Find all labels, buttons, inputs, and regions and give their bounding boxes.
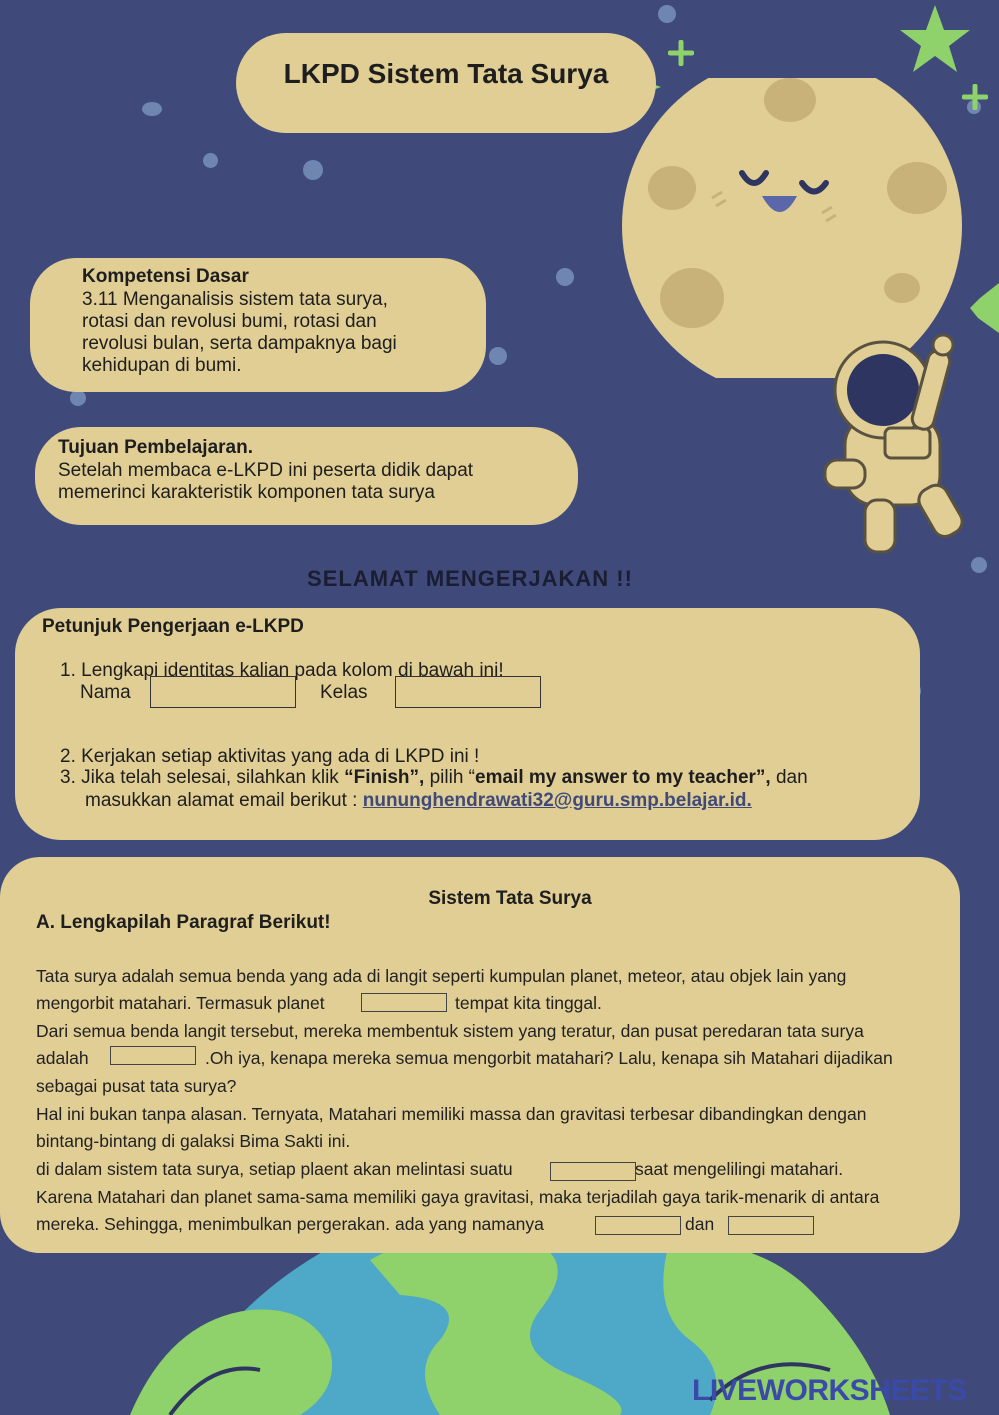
page-title: LKPD Sistem Tata Surya xyxy=(283,58,609,89)
step-2: 2. Kerjakan setiap aktivitas yang ada di LKPD ini ! xyxy=(60,746,480,767)
blank-planet-input[interactable] xyxy=(361,993,447,1012)
paragraph-line: di dalam sistem tata surya, setiap plaent akan melintasi suatu xyxy=(36,1159,513,1179)
blank-pusat-input[interactable] xyxy=(110,1046,196,1065)
nama-label: Nama xyxy=(80,682,131,703)
paragraph-line: dan xyxy=(685,1214,715,1234)
kompetensi-line: kehidupan di bumi. xyxy=(82,355,242,376)
blank-orbit-input[interactable] xyxy=(550,1162,636,1181)
kompetensi-line: revolusi bulan, serta dampaknya bagi xyxy=(82,333,397,354)
kompetensi-heading: Kompetensi Dasar xyxy=(82,266,249,287)
paragraph-line: tempat kita tinggal. xyxy=(455,993,602,1013)
finish-label: “Finish”, xyxy=(344,767,425,788)
kelas-input[interactable] xyxy=(395,676,541,708)
step-1: 1. Lengkapi identitas kalian pada kolom di bawah ini! xyxy=(60,660,504,681)
paragraph-line: mereka. Sehingga, menimbulkan pergerakan. ada yang namanya xyxy=(36,1214,544,1234)
paragraph-line: mengorbit matahari. Termasuk planet xyxy=(36,993,325,1013)
tujuan-body xyxy=(58,460,568,504)
section-title: Sistem Tata Surya xyxy=(428,888,592,909)
step-3-line2 xyxy=(85,790,752,812)
paragraph-line: bintang-bintang di galaksi Bima Sakti ini. xyxy=(36,1131,351,1151)
paragraph-line: saat mengelilingi matahari. xyxy=(635,1159,844,1179)
paragraph-line: adalah xyxy=(36,1048,89,1068)
blank-gerak-2-input[interactable] xyxy=(728,1216,814,1235)
paragraph-line: Dari semua benda langit tersebut, mereka membentuk sistem yang teratur, dan pusat peredaran tata surya xyxy=(36,1021,864,1041)
paragraph-line: Tata surya adalah semua benda yang ada di langit seperti kumpulan planet, meteor, atau objek lain yang xyxy=(36,966,847,986)
petunjuk-heading: Petunjuk Pengerjaan e-LKPD xyxy=(42,616,304,637)
paragraph-line: Hal ini bukan tanpa alasan. Ternyata, Matahari memiliki massa dan gravitasi terbesar dibandingkan dengan xyxy=(36,1104,867,1124)
step-3 xyxy=(60,767,808,789)
kompetensi-line: 3.11 Menganalisis sistem tata surya, xyxy=(82,289,388,310)
paragraph-line: .Oh iya, kenapa mereka semua mengorbit matahari? Lalu, kenapa sih Matahari dijadikan xyxy=(205,1048,893,1068)
paragraph-line: Karena Matahari dan planet sama-sama memiliki gaya gravitasi, maka terjadilah gaya tarik-menarik di antara xyxy=(36,1187,880,1207)
step-3-text: pilih “ xyxy=(424,767,476,788)
kompetensi-line: rotasi dan revolusi bumi, rotasi dan xyxy=(82,311,377,332)
section-subtitle: A. Lengkapilah Paragraf Berikut! xyxy=(36,912,331,933)
kompetensi-body xyxy=(82,289,472,377)
step-3-line2-text: masukkan alamat email berikut : xyxy=(85,790,363,811)
teacher-email-link[interactable]: nununghendrawati32@guru.smp.belajar.id. xyxy=(362,790,752,811)
star-icon xyxy=(895,0,975,80)
tujuan-line: memerinci karakteristik komponen tata surya xyxy=(58,482,435,503)
star-icon xyxy=(668,40,694,66)
paragraph-line: sebagai pusat tata surya? xyxy=(36,1076,237,1096)
tujuan-heading: Tujuan Pembelajaran. xyxy=(58,437,253,458)
greeting-heading: SELAMAT MENGERJAKAN !! xyxy=(307,566,633,591)
astronaut-icon xyxy=(815,320,990,560)
step-3-text: 3. Jika telah selesai, silahkan klik xyxy=(60,767,345,788)
nama-input[interactable] xyxy=(150,676,296,708)
step-3-text: dan xyxy=(770,767,808,788)
blank-gerak-1-input[interactable] xyxy=(595,1216,681,1235)
tujuan-line: Setelah membaca e-LKPD ini peserta didik dapat xyxy=(58,460,474,481)
email-option-label: email my answer to my teacher”, xyxy=(475,767,771,788)
kelas-label: Kelas xyxy=(320,682,368,703)
liveworksheets-logo: LIVEWORKSHEETS xyxy=(692,1374,967,1407)
